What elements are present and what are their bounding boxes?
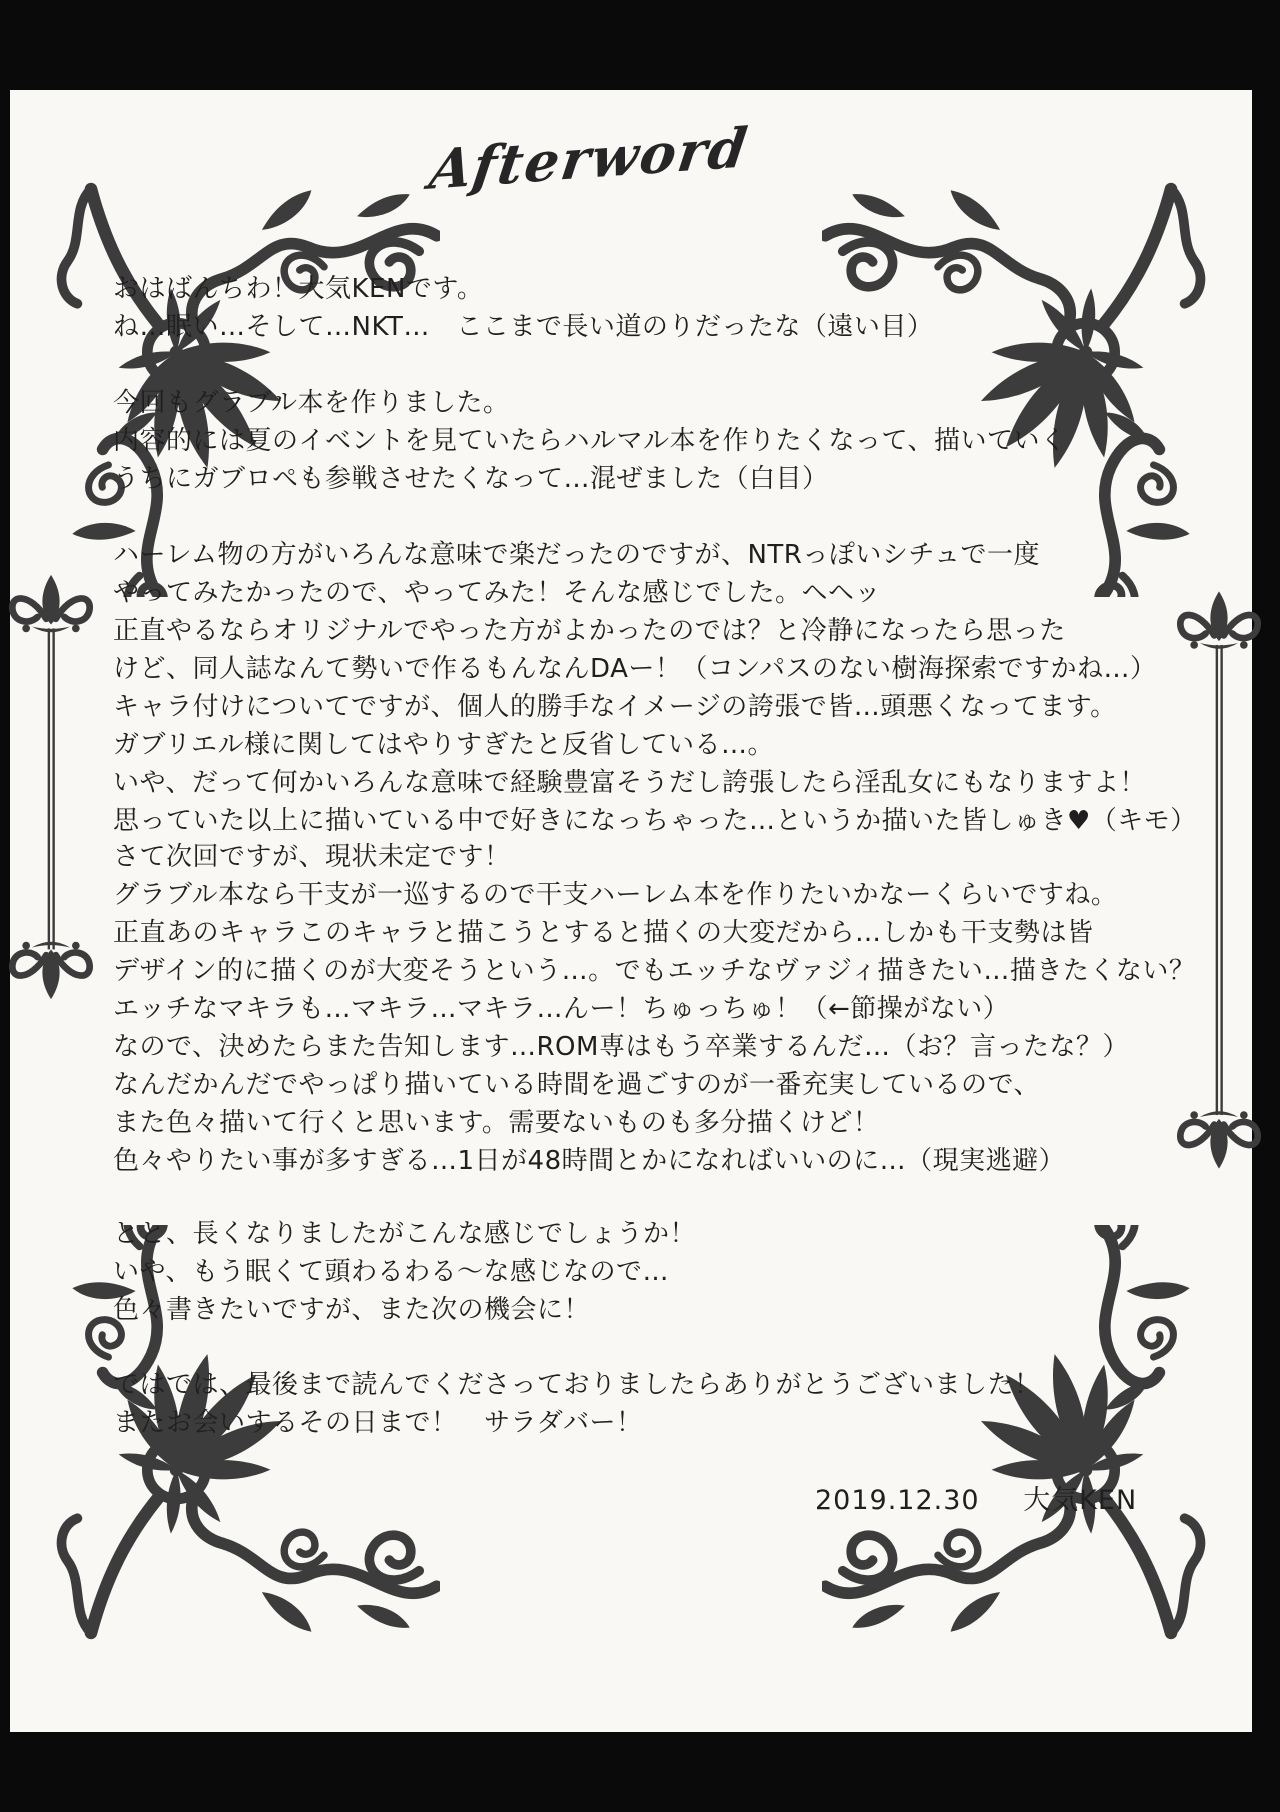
text-line: エッチなマキラも…マキラ…マキラ…んー！ちゅっちゅ！（←節操がない）: [113, 994, 1010, 1024]
afterword-title: Afterword: [425, 114, 753, 202]
text-line: けど、同人誌なんて勢いで作るもんなんDAー！（コンパスのない樹海探索ですかね…）: [113, 654, 1157, 684]
text-line: またお会いするその日まで！ サラダバー！: [113, 1408, 643, 1438]
text-line: デザイン的に描くのが大変そうという…。でもエッチなヴァジィ描きたい…描きたくない？: [113, 956, 1196, 986]
text-line: 正直やるならオリジナルでやった方がよかったのでは？と冷静になったら思った: [113, 616, 1066, 646]
paragraph-announcement: [113, 1028, 1203, 1180]
text-line: 色々やりたい事が多すぎる…1日が48時間とかになればいいのに…（現実逃避）: [113, 1146, 1066, 1176]
text-line: とと、長くなりましたがこんな感じでしょうか！: [113, 1219, 697, 1249]
text-line: 色々書きたいですが、また次の機会に！: [113, 1295, 591, 1325]
paragraph-next-plans: [113, 838, 1203, 1028]
text-line: 思っていた以上に描いている中で好きになっちゃった…というか描いた皆しゅき♥（キモ）: [113, 806, 1197, 836]
text-line: ハーレム物の方がいろんな意味で楽だったのですが、NTRっぽいシチュで一度: [113, 540, 1041, 570]
text-line: なんだかんだでやっぱり描いている時間を過ごすのが一番充実しているので、: [113, 1070, 1040, 1100]
text-line: 正直あのキャラこのキャラと描こうとすると描くの大変だから…しかも干支勢は皆: [113, 918, 1094, 948]
text-line: ガブリエル様に関してはやりすぎたと反省している…。: [113, 730, 774, 760]
text-line: なので、決めたらまた告知します…ROM専はもう卒業するんだ…（お？言ったな？）: [113, 1032, 1129, 1062]
text-line: さて次回ですが、現状未定です！: [113, 842, 511, 872]
signoff-line: [815, 1478, 1137, 1517]
text-line: おはばんちわ！大気KENです。: [113, 274, 484, 304]
paragraph-greeting: [113, 270, 1203, 346]
text-line: やってみたかったので、やってみた！そんな感じでした。ヘヘッ: [113, 578, 881, 608]
paragraph-thanks: [113, 1366, 1203, 1442]
paragraph-book-intro: [113, 384, 1203, 498]
paragraph-wrap-up: [113, 1215, 1203, 1329]
text-line: また色々描いて行くと思います。需要ないものも多分描くけど！: [113, 1108, 880, 1138]
left-edge-rule-ornament: [8, 552, 94, 1022]
signoff-date: 2019.12.30: [815, 1485, 980, 1516]
text-line: 今回もグラブル本を作りました。: [113, 388, 510, 418]
text-line: いや、もう眠くて頭わるわる～な感じなので…: [113, 1257, 669, 1287]
text-line: 内容的には夏のイベントを見ていたらハルマル本を作りたくなって、描いていく: [113, 426, 1067, 456]
text-line: ね…眠い…そして…NKT… ここまで長い道のりだったな（遠い目）: [113, 312, 934, 342]
signoff-author: 大気KEN: [1023, 1485, 1138, 1516]
text-line: キャラ付けについてですが、個人的勝手なイメージの誇張で皆…頭悪くなってます。: [113, 692, 1117, 722]
paragraph-characterization: [113, 688, 1203, 840]
text-line: ではでは、最後まで読んでくださっておりましたらありがとうございました！: [113, 1370, 1041, 1400]
paragraph-concept: [113, 536, 1203, 688]
text-line: いや、だって何かいろんな意味で経験豊富そうだし誇張したら淫乱女にもなりますよ！: [113, 768, 1146, 798]
text-line: グラブル本なら干支が一巡するので干支ハーレム本を作りたいかなーくらいですね。: [113, 880, 1118, 910]
text-line: うちにガブロペも参戦させたくなって…混ぜました（白目）: [113, 464, 829, 494]
